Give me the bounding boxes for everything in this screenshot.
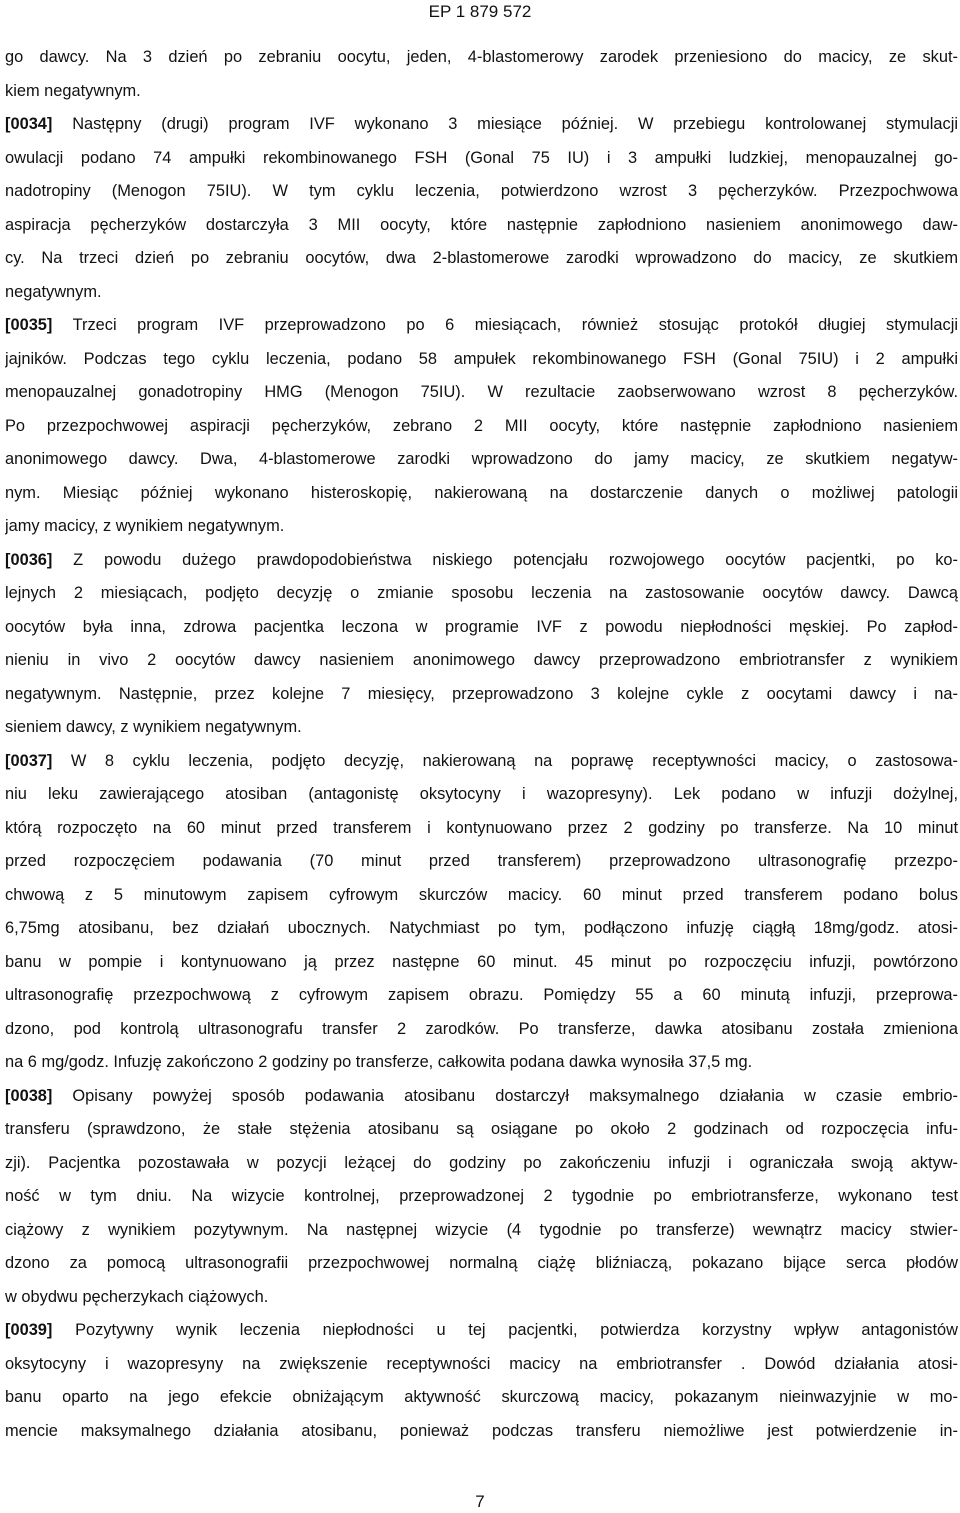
line-text: negatywnym. <box>5 282 102 301</box>
text-line <box>5 376 958 410</box>
text-line <box>5 1180 958 1214</box>
text-line <box>5 1013 958 1047</box>
line-text: przed rozpoczęciem podawania (70 minut przed transferem) przeprowadzono ultrasonografię przezpo- <box>5 852 958 870</box>
page-number: 7 <box>475 1492 485 1511</box>
text-line <box>5 912 958 946</box>
line-text: Następny (drugi) program IVF wykonano 3 miesiące później. W przebiegu kontrolowanej stymulacji <box>52 115 958 133</box>
text-line <box>5 1348 958 1382</box>
line-text: jajników. Podczas tego cyklu leczenia, podano 58 ampułek rekombinowanego FSH (Gonal 75IU) i 2 ampułki <box>5 349 958 368</box>
text-line <box>5 209 958 243</box>
text-line <box>5 1281 958 1315</box>
line-text: którą rozpoczęto na 60 minut przed transferem i kontynuowano przez 2 godziny po transferze. Na 10 minut <box>5 818 958 837</box>
line-text: jamy macicy, z wynikiem negatywnym. <box>5 517 285 535</box>
text-line <box>5 577 958 611</box>
line-text: transferu (sprawdzono, że stałe stężenia atosibanu są osiągane po około 2 godzinach od rozpoczęcia infu- <box>5 1120 958 1138</box>
text-line <box>5 711 958 745</box>
paragraph-number: [0037] <box>5 751 53 770</box>
line-text: dzono, pod kontrolą ultrasonografu transfer 2 zarodków. Po transferze, dawka atosibanu została zmieniona <box>5 1019 958 1038</box>
line-text: sieniem dawcy, z wynikiem negatywnym. <box>5 718 302 736</box>
text-line <box>5 142 958 176</box>
text-line <box>5 812 958 846</box>
line-text: niu leku zawierającego atosiban (antagonistę oksytocyny i wazopresyny). Lek podano w infuzji dożylnej, <box>5 785 958 803</box>
text-line <box>5 1214 958 1248</box>
text-line <box>5 343 958 377</box>
document-body <box>5 41 958 1448</box>
text-line <box>5 75 958 109</box>
text-line <box>5 175 958 209</box>
line-text: Opisany powyżej sposób podawania atosibanu dostarczył maksymalnego działania w czasie embrio- <box>52 1086 958 1105</box>
paragraph-number: [0038] <box>5 1086 53 1105</box>
text-line <box>5 979 958 1013</box>
line-text: chwową z 5 minutowym zapisem cyfrowym skurczów macicy. 60 minut przed transferem podano bolus <box>5 885 958 904</box>
paragraph-number: [0034] <box>5 115 53 133</box>
line-text: cy. Na trzeci dzień po zebraniu oocytów, dwa 2-blastomerowe zarodki wprowadzono do macicy, ze skutkiem <box>5 249 958 267</box>
text-line <box>5 41 958 75</box>
text-line <box>5 1415 958 1449</box>
line-text: zji). Pacjentka pozostawała w pozycji leżącej do godziny po zakończeniu infuzji i ograniczała swoją aktyw- <box>5 1153 958 1172</box>
text-line <box>5 1080 958 1114</box>
patent-number-header: EP 1 879 572 <box>428 2 532 21</box>
line-text: ultrasonografię przezpochwową z cyfrowym zapisem obrazu. Pomiędzy 55 a 60 minutą infuzji, przeprowa- <box>5 986 958 1004</box>
text-line <box>5 845 958 879</box>
text-line <box>5 1247 958 1281</box>
paragraph-number: [0035] <box>5 316 53 334</box>
line-text: nadotropiny (Menogon 75IU). W tym cyklu leczenia, potwierdzono wzrost 3 pęcherzyków. Przezpochwowa <box>5 182 958 200</box>
text-line <box>5 108 958 142</box>
line-text: go dawcy. Na 3 dzień po zebraniu oocytu, jeden, 4-blastomerowy zarodek przeniesiono do macicy, ze skut- <box>5 48 958 66</box>
line-text: W 8 cyklu leczenia, podjęto decyzję, nakierowaną na poprawę receptywności macicy, o zastosowa- <box>52 751 958 770</box>
line-text: lejnych 2 miesiącach, podjęto decyzję o zmianie sposobu leczenia na zastosowanie oocytów dawcy. Dawcą <box>5 584 958 602</box>
text-line <box>5 678 958 712</box>
text-line <box>5 410 958 444</box>
line-text: menopauzalnej gonadotropiny HMG (Menogon 75IU). W rezultacie zaobserwowano wzrost 8 pęcherzyków. <box>5 383 958 401</box>
line-text: Z powodu dużego prawdopodobieństwa niskiego potencjału rozwojowego oocytów pacjentki, po ko- <box>52 550 958 569</box>
paragraph-number: [0039] <box>5 1321 53 1339</box>
line-text: Pozytywny wynik leczenia niepłodności u tej pacjentki, potwierdza korzystny wpływ antagonistów <box>52 1321 958 1339</box>
paragraph-number: [0036] <box>5 550 53 569</box>
line-text: negatywnym. Następnie, przez kolejne 7 miesięcy, przeprowadzono 3 kolejne cykle z oocytami dawcy i na- <box>5 684 958 703</box>
line-text: aspiracja pęcherzyków dostarczyła 3 MII oocyty, które następnie zapłodniono nasieniem anonimowego daw- <box>5 215 958 234</box>
line-text: 6,75mg atosibanu, bez działań ubocznych. Natychmiast po tym, podłączono infuzję ciągłą 18mg/godz. atosi- <box>5 919 958 937</box>
text-line <box>5 1147 958 1181</box>
text-line <box>5 611 958 645</box>
line-text: banu oparto na jego efekcie obniżającym aktywność skurczową macicy, pokazanym nieinwazyjnie w mo- <box>5 1388 958 1406</box>
line-text: oksytocyny i wazopresyny na zwiększenie receptywności macicy na embriotransfer . Dowód działania atosi- <box>5 1354 958 1373</box>
text-line <box>5 1046 958 1080</box>
line-text: oocytów była inna, zdrowa pacjentka leczona w programie IVF z powodu niepłodności męskiej. Po zapłod- <box>5 617 958 636</box>
line-text: ciążowy z wynikiem pozytywnym. Na następnej wizycie (4 tygodnie po transferze) wewnątrz macicy stwier- <box>5 1220 958 1239</box>
line-text: nym. Miesiąc później wykonano histeroskopię, nakierowaną na dostarczenie danych o możliwej patologii <box>5 483 958 502</box>
text-line <box>5 477 958 511</box>
text-line <box>5 778 958 812</box>
line-text: mencie maksymalnego działania atosibanu, ponieważ podczas transferu niemożliwe jest potwierdzenie in- <box>5 1421 958 1440</box>
line-text: w obydwu pęcherzykach ciążowych. <box>5 1287 269 1306</box>
text-line <box>5 276 958 310</box>
text-line <box>5 879 958 913</box>
text-line <box>5 1381 958 1415</box>
line-text: Po przezpochwowej aspiracji pęcherzyków, zebrano 2 MII oocyty, które następnie zapłodniono nasieniem <box>5 416 958 435</box>
text-line <box>5 1314 958 1348</box>
line-text: dzono za pomocą ultrasonografii przezpochwowej normalną ciążę bliźniaczą, pokazano bijące serca płodów <box>5 1254 958 1272</box>
text-line <box>5 309 958 343</box>
text-line <box>5 745 958 779</box>
text-line <box>5 443 958 477</box>
text-line <box>5 946 958 980</box>
line-text: ność w tym dniu. Na wizycie kontrolnej, przeprowadzonej 2 tygodnie po embriotransferze, wykonano test <box>5 1187 958 1205</box>
line-text: kiem negatywnym. <box>5 81 141 100</box>
text-line <box>5 510 958 544</box>
text-line <box>5 1113 958 1147</box>
line-text: Trzeci program IVF przeprowadzono po 6 miesiącach, również stosując protokół długiej stymulacji <box>52 316 958 334</box>
line-text: owulacji podano 74 ampułki rekombinowanego FSH (Gonal 75 IU) i 3 ampułki ludzkiej, menopauzalnej go- <box>5 148 958 167</box>
text-line <box>5 544 958 578</box>
line-text: anonimowego dawcy. Dwa, 4-blastomerowe zarodki wprowadzono do jamy macicy, ze skutkiem negatyw- <box>5 450 958 468</box>
line-text: na 6 mg/godz. Infuzję zakończono 2 godziny po transferze, całkowita podana dawka wynosiła 37,5 mg. <box>5 1053 753 1071</box>
line-text: banu w pompie i kontynuowano ją przez następne 60 minut. 45 minut po rozpoczęciu infuzji, powtórzono <box>5 952 958 971</box>
text-line <box>5 644 958 678</box>
text-line <box>5 242 958 276</box>
line-text: nieniu in vivo 2 oocytów dawcy nasieniem anonimowego dawcy przeprowadzono embriotransfer z wynikiem <box>5 651 958 669</box>
